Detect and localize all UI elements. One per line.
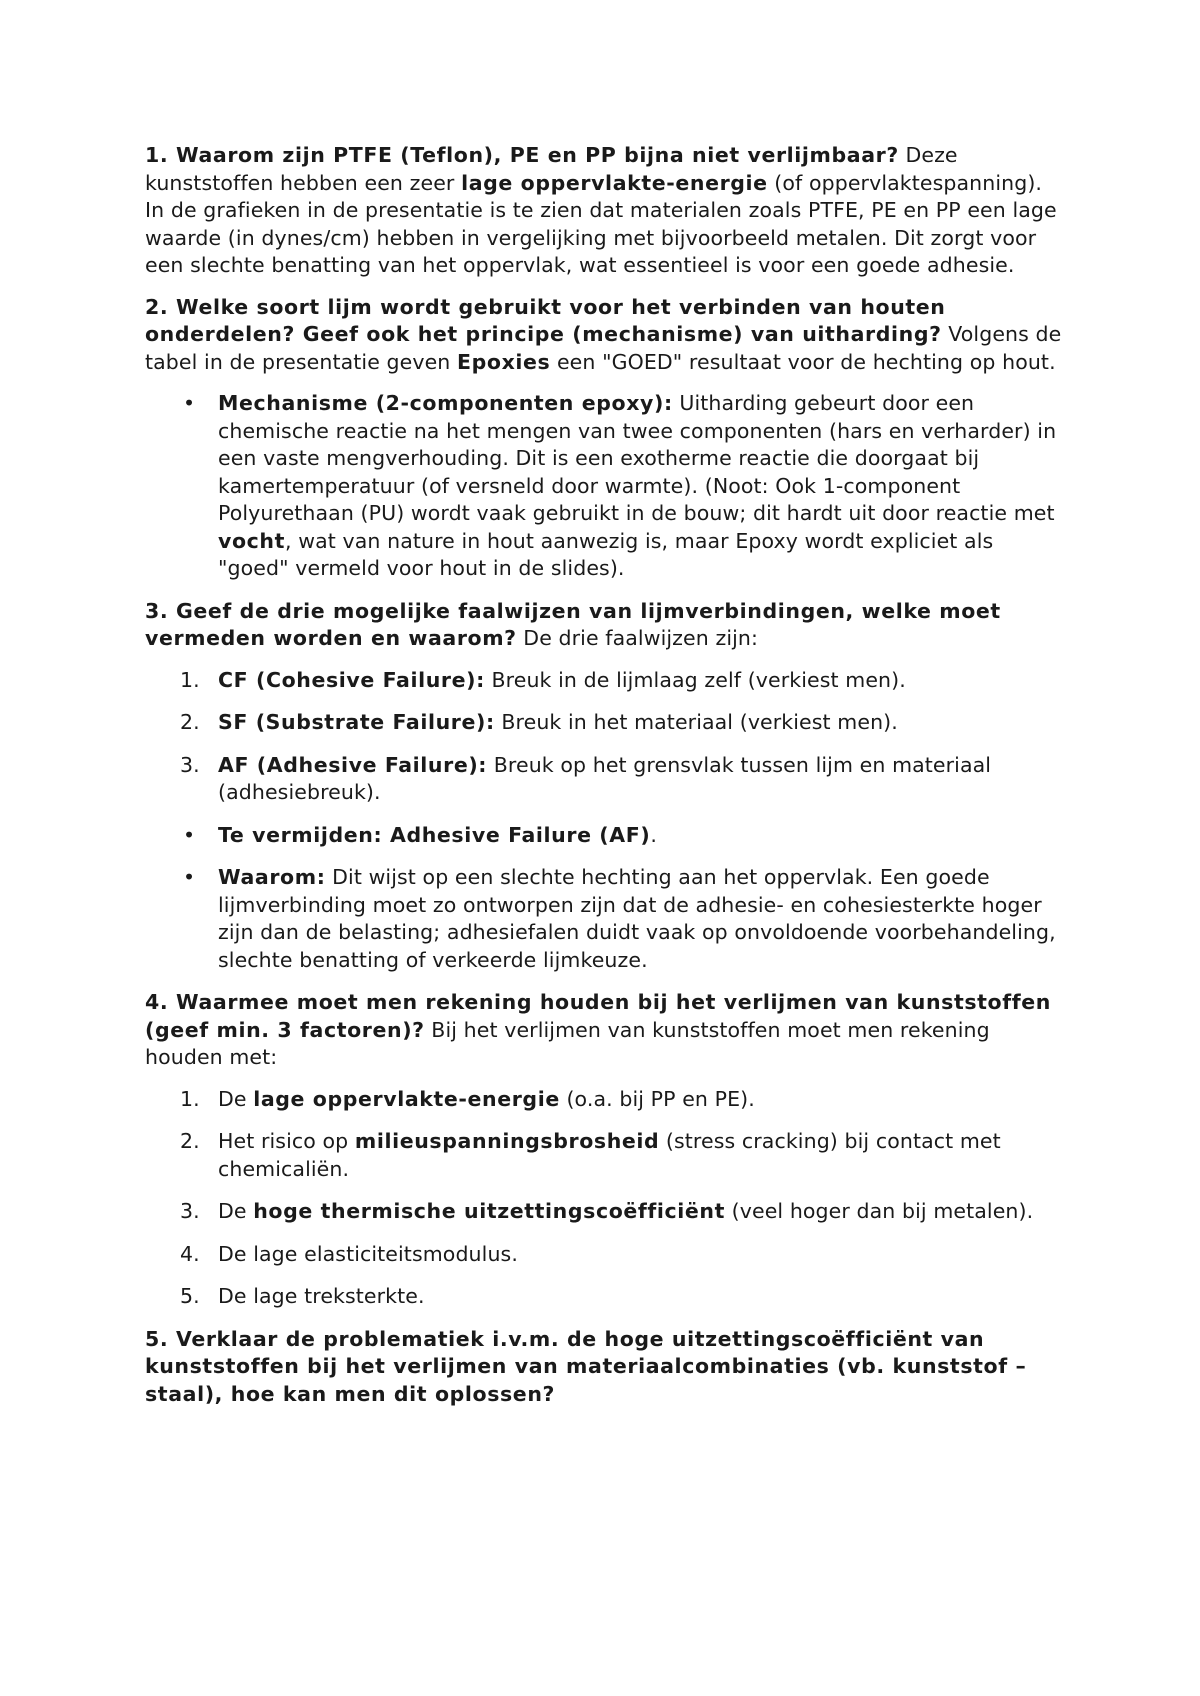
document-body — [145, 142, 1065, 1422]
list-number: 1. — [180, 1086, 200, 1111]
q1-bold-term: lage oppervlakte-energie — [461, 170, 768, 195]
list-item-text: (stress cracking) bij contact met chemicaliën. — [218, 1129, 1001, 1181]
question-1-paragraph — [145, 142, 1065, 280]
question-1-heading: 1. Waarom zijn PTFE (Teflon), PE en PP bijna niet verlijmbaar? — [145, 143, 899, 167]
list-item-bold-term: milieuspanningsbrosheid — [354, 1129, 660, 1153]
list-item — [145, 1241, 1065, 1269]
q1-text-a: Deze kunststoffen hebben een zeer — [145, 143, 958, 195]
list-item-text: De — [218, 1086, 254, 1111]
list-item-text: Dit wijst op een slechte hechting aan het oppervlak. Een goede lijmverbinding moet zo ontworpen zijn dat de adhesie- en cohesiesterkte hoger zijn dan de belasting; adhesiefalen duidt vaak op onvoldoende voorbehandeling, slechte benatting of verkeerde lijmkeuze. — [218, 865, 1056, 972]
q2-bullet-text-a: Uitharding gebeurt door een chemische reactie na het mengen van twee componenten (hars en verharder) in een vaste mengverhouding. Dit is een exotherme reactie die doorgaat bij kamertemperatuur (of versneld door warmte). (Noot: Ook 1-component Polyurethaan (PU) wordt vaak gebruikt in de bouw; dit hardt uit door reactie met — [218, 391, 1057, 525]
list-number: 1. — [180, 667, 200, 692]
list-item-text: (veel hoger dan bij metalen). — [725, 1199, 1034, 1223]
list-item — [145, 1283, 1065, 1311]
list-item-label: AF (Adhesive Failure): — [218, 752, 488, 777]
list-item-text: De — [218, 1199, 254, 1223]
list-item-bold-term: hoge thermische uitzettingscoëfficiënt — [253, 1199, 726, 1223]
question-4-heading: 4. Waarmee moet men rekening houden bij het verlijmen van kunststoffen (geef min. 3 factoren)? — [145, 990, 1051, 1042]
list-item — [145, 822, 1065, 850]
list-item — [145, 1086, 1065, 1114]
q4-text: Bij het verlijmen van kunststoffen moet men rekening houden met: — [145, 1017, 990, 1069]
list-number: 2. — [180, 710, 200, 734]
q2-text-b: een "GOED" resultaat voor de hechting op hout. — [550, 349, 1056, 374]
list-item — [145, 390, 1065, 583]
list-number: 3. — [180, 1199, 200, 1223]
list-item — [145, 1128, 1065, 1183]
list-item-label: Waarom: — [218, 865, 326, 889]
list-item-text: (o.a. bij PP en PE). — [559, 1086, 755, 1111]
bullet-marker: • — [183, 391, 196, 415]
q4-numbered-list — [145, 1086, 1065, 1311]
question-5-paragraph — [145, 1326, 1065, 1409]
list-item — [145, 709, 1065, 737]
list-item-label: SF (Substrate Failure): — [218, 710, 495, 734]
question-2-paragraph — [145, 294, 1065, 377]
list-item — [145, 864, 1065, 974]
q3-text: De drie faalwijzen zijn: — [516, 626, 759, 650]
q3-bullet-list — [145, 822, 1065, 975]
question-3-paragraph — [145, 598, 1065, 653]
question-3-heading: 3. Geef de drie mogelijke faalwijzen van lijmverbindingen, welke moet vermeden worden en waarom? — [145, 598, 1001, 650]
q2-bullet-label: Mechanisme (2-componenten epoxy): — [218, 391, 673, 415]
q2-bullet-list — [145, 390, 1065, 583]
list-item-label: Te vermijden: Adhesive Failure (AF) — [218, 822, 651, 847]
question-5-heading: 5. Verklaar de problematiek i.v.m. de hoge uitzettingscoëfficiënt van kunststoffen bij het verlijmen van materiaalcombinaties (vb. kunststof – staal), hoe kan men dit oplossen? — [145, 1326, 1027, 1406]
list-item-text: De lage treksterkte. — [218, 1284, 425, 1308]
question-4-paragraph — [145, 989, 1065, 1072]
list-item-text: Het risico op — [218, 1129, 355, 1153]
list-item-label: CF (Cohesive Failure): — [218, 667, 485, 692]
list-item-text: Breuk op het grensvlak tussen lijm en materiaal (adhesiebreuk). — [218, 752, 992, 804]
q1-text-b: (of oppervlaktespanning). In de grafieken in de presentatie is te zien dat materialen zoals PTFE, PE en PP een lage waarde (in dynes/cm) hebben in vergelijking met bijvoorbeeld metalen. Dit zorgt voor een slechte benatting van het oppervlak, wat essentieel is voor een goede adhesie. — [145, 170, 1057, 277]
list-item — [145, 1198, 1065, 1226]
list-number: 3. — [180, 752, 200, 777]
q2-bullet-text-b: , wat van nature in hout aanwezig is, maar Epoxy wordt expliciet als "goed" vermeld voor hout in de slides). — [218, 528, 994, 580]
list-item — [145, 752, 1065, 807]
list-number: 4. — [180, 1241, 200, 1266]
q2-bold-term: Epoxies — [457, 349, 551, 374]
list-item-text: De lage elasticiteitsmodulus. — [218, 1241, 518, 1266]
list-item-text: . — [650, 822, 657, 847]
q2-text-a: Volgens de tabel in de presentatie geven — [145, 322, 1062, 374]
list-item-text: Breuk in de lijmlaag zelf (verkiest men). — [484, 667, 906, 692]
list-item-bold-term: lage oppervlakte-energie — [253, 1086, 560, 1111]
bullet-marker: • — [183, 822, 196, 847]
list-item — [145, 667, 1065, 695]
list-number: 5. — [180, 1284, 200, 1308]
question-2-heading: 2. Welke soort lijm wordt gebruikt voor het verbinden van houten onderdelen? Geef ook het principe (mechanisme) van uitharding? — [145, 294, 946, 346]
q3-numbered-list — [145, 667, 1065, 807]
q2-bullet-bold-term: vocht — [218, 528, 285, 553]
list-number: 2. — [180, 1129, 200, 1153]
bullet-marker: • — [183, 865, 196, 889]
list-item-text: Breuk in het materiaal (verkiest men). — [494, 710, 898, 734]
